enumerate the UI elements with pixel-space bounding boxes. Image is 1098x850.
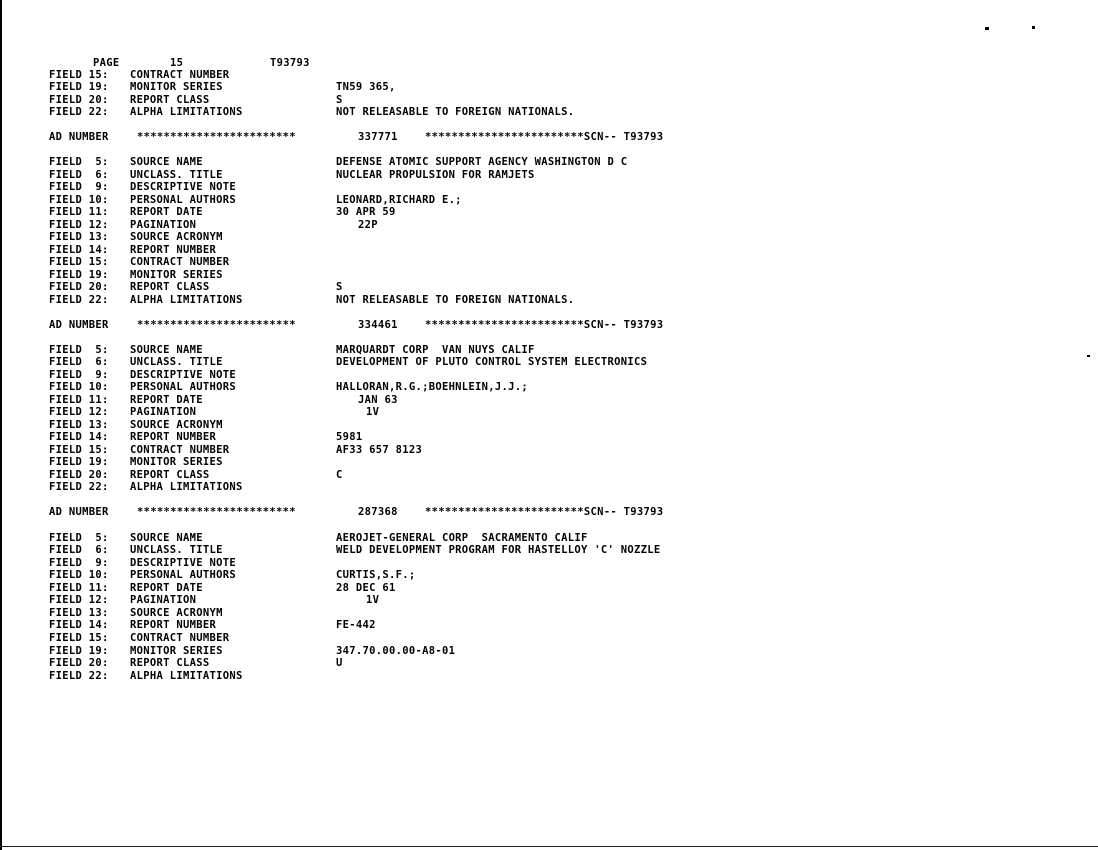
field-id: FIELD 20: <box>49 469 109 481</box>
ad-number-value: 287368 <box>358 506 398 518</box>
field-label: CONTRACT NUMBER <box>130 444 230 456</box>
field-id: FIELD 13: <box>49 419 109 431</box>
field-label: DESCRIPTIVE NOTE <box>130 181 236 193</box>
scan-speck <box>985 27 989 30</box>
field-id: FIELD 6: <box>49 169 109 181</box>
field-value: FE-442 <box>336 619 376 631</box>
field-value: TN59 365, <box>336 81 396 93</box>
field-id: FIELD 12: <box>49 219 109 231</box>
page-number: 15 <box>170 57 184 69</box>
field-value: 22P <box>358 219 378 231</box>
field-value: 5981 <box>336 431 363 443</box>
ad-number-value: 334461 <box>358 319 398 331</box>
field-label: REPORT CLASS <box>130 469 210 481</box>
field-label: PAGINATION <box>130 406 197 418</box>
field-value: 1V <box>366 594 380 606</box>
field-id: FIELD 22: <box>49 670 109 682</box>
field-label: ALPHA LIMITATIONS <box>130 670 243 682</box>
field-value: U <box>336 657 343 669</box>
field-label: SOURCE NAME <box>130 156 203 168</box>
field-label: ALPHA LIMITATIONS <box>130 294 243 306</box>
doc-id: T93793 <box>270 57 310 69</box>
field-id: FIELD 5: <box>49 532 109 544</box>
ad-stars-right: ************************SCN-- T93793 <box>425 319 664 331</box>
field-value: MARQUARDT CORP VAN NUYS CALIF <box>336 344 535 356</box>
field-label: REPORT CLASS <box>130 281 210 293</box>
field-id: FIELD 19: <box>49 269 109 281</box>
field-label: ALPHA LIMITATIONS <box>130 106 243 118</box>
field-value: DEVELOPMENT OF PLUTO CONTROL SYSTEM ELECTRONICS <box>336 356 648 368</box>
field-id: FIELD 19: <box>49 456 109 468</box>
field-label: REPORT DATE <box>130 394 203 406</box>
field-id: FIELD 19: <box>49 81 109 93</box>
field-value: NOT RELEASABLE TO FOREIGN NATIONALS. <box>336 106 575 118</box>
field-label: CONTRACT NUMBER <box>130 256 230 268</box>
bottom-margin-rule <box>0 846 1098 847</box>
scan-speck <box>1032 26 1035 29</box>
field-label: UNCLASS. TITLE <box>130 544 223 556</box>
field-label: ALPHA LIMITATIONS <box>130 481 243 493</box>
field-label: REPORT NUMBER <box>130 619 217 631</box>
field-label: REPORT NUMBER <box>130 431 217 443</box>
field-id: FIELD 14: <box>49 619 109 631</box>
field-id: FIELD 5: <box>49 344 109 356</box>
field-id: FIELD 10: <box>49 569 109 581</box>
field-value: AF33 657 8123 <box>336 444 423 456</box>
field-id: FIELD 10: <box>49 194 109 206</box>
field-label: SOURCE ACRONYM <box>130 607 223 619</box>
field-value: NOT RELEASABLE TO FOREIGN NATIONALS. <box>336 294 575 306</box>
field-label: CONTRACT NUMBER <box>130 69 230 81</box>
field-label: REPORT DATE <box>130 582 203 594</box>
field-value: DEFENSE ATOMIC SUPPORT AGENCY WASHINGTON D C <box>336 156 628 168</box>
ad-stars-right: ************************SCN-- T93793 <box>425 506 664 518</box>
field-label: MONITOR SERIES <box>130 645 223 657</box>
field-label: DESCRIPTIVE NOTE <box>130 369 236 381</box>
field-id: FIELD 19: <box>49 645 109 657</box>
ad-stars-right: ************************SCN-- T93793 <box>425 131 664 143</box>
field-value: LEONARD,RICHARD E.; <box>336 194 462 206</box>
field-id: FIELD 20: <box>49 281 109 293</box>
field-id: FIELD 15: <box>49 632 109 644</box>
field-value: 347.70.00.00-A8-01 <box>336 645 456 657</box>
field-id: FIELD 9: <box>49 369 109 381</box>
field-label: REPORT CLASS <box>130 657 210 669</box>
field-id: FIELD 12: <box>49 406 109 418</box>
field-value: 30 APR 59 <box>336 206 396 218</box>
field-id: FIELD 22: <box>49 481 109 493</box>
field-id: FIELD 13: <box>49 607 109 619</box>
field-id: FIELD 9: <box>49 557 109 569</box>
field-value: HALLORAN,R.G.;BOEHNLEIN,J.J.; <box>336 381 529 393</box>
field-value: C <box>336 469 343 481</box>
field-label: SOURCE ACRONYM <box>130 419 223 431</box>
field-label: SOURCE ACRONYM <box>130 231 223 243</box>
left-margin-rule <box>0 0 2 850</box>
field-id: FIELD 14: <box>49 431 109 443</box>
field-label: MONITOR SERIES <box>130 269 223 281</box>
field-id: FIELD 12: <box>49 594 109 606</box>
field-id: FIELD 9: <box>49 181 109 193</box>
field-id: FIELD 22: <box>49 294 109 306</box>
field-label: REPORT CLASS <box>130 94 210 106</box>
field-id: FIELD 11: <box>49 582 109 594</box>
field-label: PERSONAL AUTHORS <box>130 194 236 206</box>
field-label: REPORT NUMBER <box>130 244 217 256</box>
field-id: FIELD 15: <box>49 444 109 456</box>
field-value: AEROJET-GENERAL CORP SACRAMENTO CALIF <box>336 532 588 544</box>
ad-stars-left: ************************ <box>137 131 296 143</box>
ad-number-label: AD NUMBER <box>49 506 109 518</box>
field-id: FIELD 5: <box>49 156 109 168</box>
field-id: FIELD 13: <box>49 231 109 243</box>
field-label: PERSONAL AUTHORS <box>130 381 236 393</box>
field-value: 1V <box>366 406 380 418</box>
field-label: SOURCE NAME <box>130 532 203 544</box>
field-label: MONITOR SERIES <box>130 81 223 93</box>
field-label: SOURCE NAME <box>130 344 203 356</box>
field-label: CONTRACT NUMBER <box>130 632 230 644</box>
field-value: S <box>336 281 343 293</box>
field-label: PAGINATION <box>130 219 197 231</box>
field-id: FIELD 6: <box>49 356 109 368</box>
field-label: DESCRIPTIVE NOTE <box>130 557 236 569</box>
field-value: JAN 63 <box>358 394 398 406</box>
field-id: FIELD 22: <box>49 106 109 118</box>
page-label: PAGE <box>93 57 120 69</box>
field-value: S <box>336 94 343 106</box>
field-value: CURTIS,S.F.; <box>336 569 416 581</box>
field-label: REPORT DATE <box>130 206 203 218</box>
scan-speck <box>1087 355 1090 357</box>
ad-number-value: 337771 <box>358 131 398 143</box>
field-id: FIELD 15: <box>49 69 109 81</box>
field-id: FIELD 15: <box>49 256 109 268</box>
field-value: WELD DEVELOPMENT PROGRAM FOR HASTELLOY 'C' NOZZLE <box>336 544 661 556</box>
field-id: FIELD 6: <box>49 544 109 556</box>
field-value: 28 DEC 61 <box>336 582 396 594</box>
field-label: MONITOR SERIES <box>130 456 223 468</box>
field-id: FIELD 20: <box>49 657 109 669</box>
field-label: PERSONAL AUTHORS <box>130 569 236 581</box>
ad-number-label: AD NUMBER <box>49 131 109 143</box>
field-label: PAGINATION <box>130 594 197 606</box>
ad-stars-left: ************************ <box>137 319 296 331</box>
ad-stars-left: ************************ <box>137 506 296 518</box>
field-value: NUCLEAR PROPULSION FOR RAMJETS <box>336 169 535 181</box>
ad-number-label: AD NUMBER <box>49 319 109 331</box>
field-label: UNCLASS. TITLE <box>130 169 223 181</box>
field-id: FIELD 20: <box>49 94 109 106</box>
field-id: FIELD 14: <box>49 244 109 256</box>
field-id: FIELD 11: <box>49 394 109 406</box>
field-id: FIELD 10: <box>49 381 109 393</box>
field-id: FIELD 11: <box>49 206 109 218</box>
field-label: UNCLASS. TITLE <box>130 356 223 368</box>
